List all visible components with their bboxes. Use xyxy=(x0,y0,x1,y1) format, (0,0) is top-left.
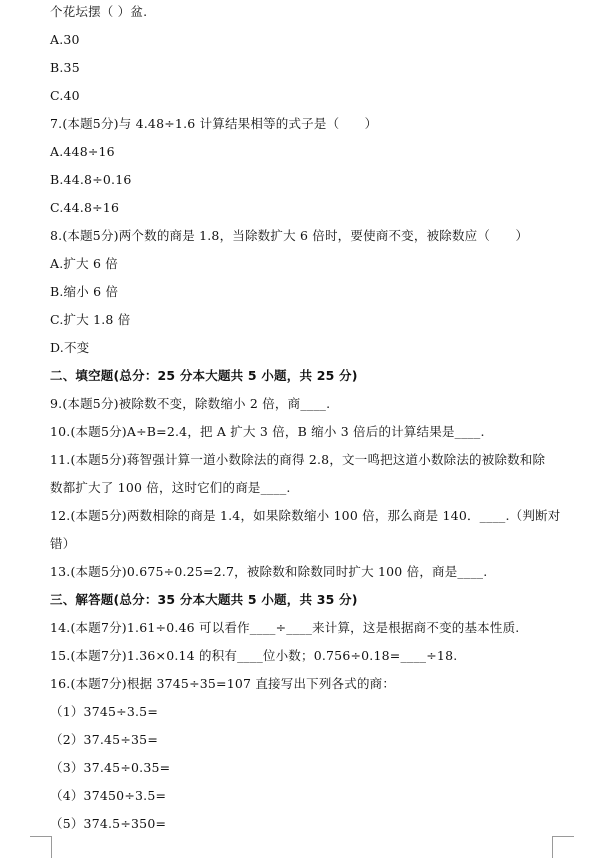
question-7-option-b: B.44.8÷0.16 xyxy=(50,172,132,187)
question-16-part-2: （2）37.45÷35= xyxy=(50,732,158,747)
question-15: 15.(本题7分)1.36×0.14 的积有____位小数；0.756÷0.18=____÷18. xyxy=(50,648,458,663)
question-12-line-2: 错） xyxy=(50,536,76,551)
question-7-option-a: A.448÷16 xyxy=(50,144,115,159)
question-7-stem: 7.(本题5分)与 4.48÷1.6 计算结果相等的式子是（ ） xyxy=(50,116,378,131)
question-13: 13.(本题5分)0.675÷0.25=2.7，被除数和除数同时扩大 100 倍，商是____. xyxy=(50,564,488,579)
question-8-option-b: B.缩小 6 倍 xyxy=(50,284,119,299)
question-8-option-c: C.扩大 1.8 倍 xyxy=(50,312,131,327)
crop-mark-bottom-left-vertical xyxy=(51,836,52,858)
question-12-line-1: 12.(本题5分)两数相除的商是 1.4，如果除数缩小 100 倍，那么商是 140．____.（判断对 xyxy=(50,508,561,523)
question-9: 9.(本题5分)被除数不变，除数缩小 2 倍，商____. xyxy=(50,396,331,411)
question-16-stem: 16.(本题7分)根据 3745÷35=107 直接写出下列各式的商： xyxy=(50,676,396,691)
crop-mark-bottom-right-vertical xyxy=(552,836,553,858)
question-6-option-a: A.30 xyxy=(50,32,80,47)
question-8-stem: 8.(本题5分)两个数的商是 1.8，当除数扩大 6 倍时，要使商不变，被除数应（ ） xyxy=(50,228,529,243)
section-2-heading: 二、填空题(总分：25 分本大题共 5 小题，共 25 分) xyxy=(50,368,358,383)
crop-mark-bottom-left xyxy=(30,836,52,837)
question-16-part-5: （5）374.5÷350= xyxy=(50,816,167,831)
question-6-option-c: C.40 xyxy=(50,88,80,103)
crop-mark-bottom-right xyxy=(552,836,574,837)
question-7-option-c: C.44.8÷16 xyxy=(50,200,120,215)
question-6-stem-continued: 个花坛摆（ ）盆. xyxy=(50,4,148,19)
question-8-option-a: A.扩大 6 倍 xyxy=(50,256,119,271)
question-11-line-2: 数都扩大了 100 倍，这时它们的商是____. xyxy=(50,480,291,495)
question-11-line-1: 11.(本题5分)蒋智强计算一道小数除法的商得 2.8，文一鸣把这道小数除法的被除数和除 xyxy=(50,452,546,467)
question-8-option-d: D.不变 xyxy=(50,340,90,355)
question-14: 14.(本题7分)1.61÷0.46 可以看作____÷____来计算，这是根据商不变的基本性质. xyxy=(50,620,520,635)
question-16-part-3: （3）37.45÷0.35= xyxy=(50,760,171,775)
question-16-part-1: （1）3745÷3.5= xyxy=(50,704,158,719)
question-6-option-b: B.35 xyxy=(50,60,80,75)
question-16-part-4: （4）37450÷3.5= xyxy=(50,788,167,803)
section-3-heading: 三、解答题(总分：35 分本大题共 5 小题，共 35 分) xyxy=(50,592,358,607)
question-10: 10.(本题5分)A÷B=2.4，把 A 扩大 3 倍，B 缩小 3 倍后的计算结果是____. xyxy=(50,424,485,439)
